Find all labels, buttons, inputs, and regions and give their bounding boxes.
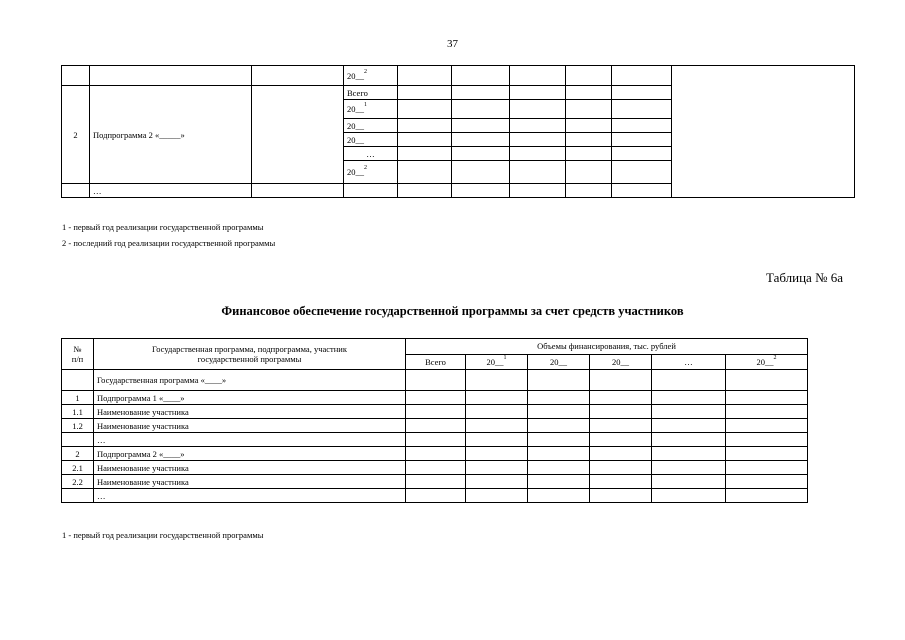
row-name: Подпрограмма 2 «____» xyxy=(94,447,406,461)
year-cell: 20__ xyxy=(344,133,398,147)
year-cell: 20__ xyxy=(344,119,398,133)
year-cell: 20__$^1$ xyxy=(344,100,398,119)
table-row: 1.2 Наименование участника xyxy=(62,419,808,433)
header-name: Государственная программа, подпрограмма, участник государственной программы xyxy=(94,339,406,370)
total-cell: Всего xyxy=(344,86,398,100)
row-name: Подпрограмма 2 «_____» xyxy=(90,86,252,184)
row-name: Подпрограмма 1 «____» xyxy=(94,391,406,405)
table-row: 2 Подпрограмма 2 «____» xyxy=(62,447,808,461)
row-name: Государственная программа «____» xyxy=(94,370,406,391)
row-name: … xyxy=(94,433,406,447)
row-name xyxy=(90,66,252,86)
footnote-2: 2 - последний год реализации государственной программы xyxy=(62,238,276,248)
header-col-total: Всего xyxy=(406,354,466,370)
year-cell: 20__$^2$ xyxy=(344,161,398,184)
table-row: 1.1 Наименование участника xyxy=(62,405,808,419)
footnote-1: 1 - первый год реализации государственной программы xyxy=(62,222,264,232)
table-title: Финансовое обеспечение государственной программы за счет средств участников xyxy=(221,304,684,318)
header-col-year: 20__$^2$ xyxy=(726,354,808,370)
row-name: Наименование участника xyxy=(94,405,406,419)
table-row: 1 Подпрограмма 1 «____» xyxy=(62,391,808,405)
row-num: 2 xyxy=(62,86,90,184)
header-col-year: 20__ xyxy=(590,354,652,370)
table-row xyxy=(62,370,808,391)
table-row: 2.2 Наименование участника xyxy=(62,475,808,489)
table-row xyxy=(62,489,808,503)
header-col-year: 20__$^1$ xyxy=(466,354,528,370)
financing-table xyxy=(61,338,808,503)
row-name: Наименование участника xyxy=(94,475,406,489)
table-continuation xyxy=(61,65,855,198)
table-row xyxy=(62,66,855,86)
row-num xyxy=(62,66,90,86)
table-row: 2.1 Наименование участника xyxy=(62,461,808,475)
ellipsis-cell: … xyxy=(344,147,398,161)
header-num: № п/п xyxy=(62,339,94,370)
table-label: Таблица № 6а xyxy=(765,270,843,285)
header-col-ellipsis: … xyxy=(652,354,726,370)
row-name: Наименование участника xyxy=(94,461,406,475)
year-cell: 20__$^2$ xyxy=(344,66,398,86)
page-number: 37 xyxy=(447,38,458,50)
row-name: Наименование участника xyxy=(94,419,406,433)
header-row xyxy=(62,339,808,355)
footnote-bottom-1: 1 - первый год реализации государственной программы xyxy=(62,530,264,540)
header-volumes: Объемы финансирования, тыс. рублей xyxy=(406,339,808,355)
header-col-year: 20__ xyxy=(528,354,590,370)
table-row xyxy=(62,433,808,447)
row-name: … xyxy=(94,489,406,503)
row-name: … xyxy=(90,184,252,198)
